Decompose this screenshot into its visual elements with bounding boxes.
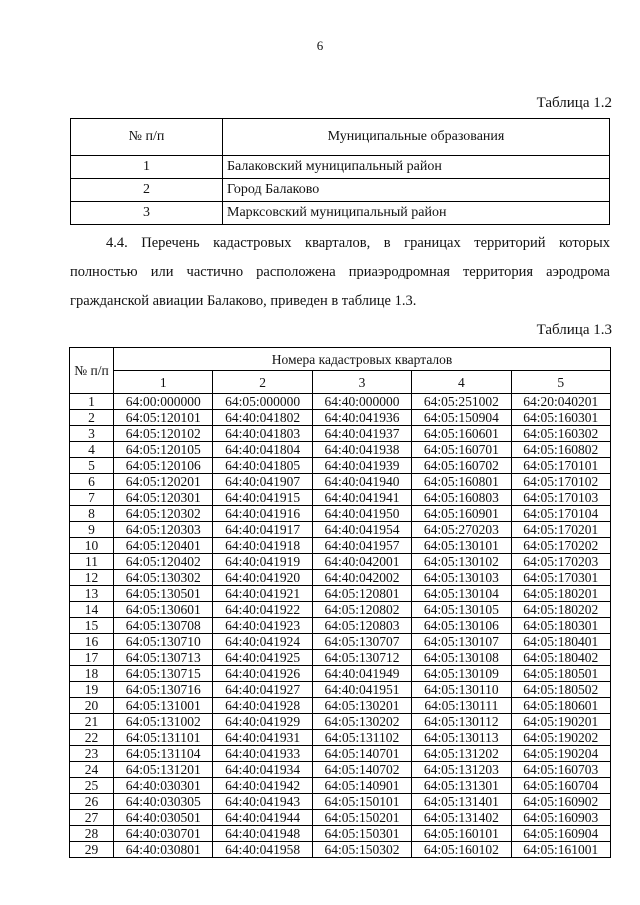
table-row: [70, 458, 611, 474]
cadastral-quarter-cell: 64:05:160901: [412, 506, 511, 522]
table-row: [70, 522, 611, 538]
cadastral-quarter-cell: 64:05:170102: [511, 474, 610, 490]
table-row: [70, 586, 611, 602]
table-row: [70, 602, 611, 618]
cadastral-quarter-cell: 64:05:180402: [511, 650, 610, 666]
cadastral-quarter-cell: 64:05:180501: [511, 666, 610, 682]
cadastral-quarter-cell: 64:05:000000: [213, 394, 312, 410]
cadastral-quarter-cell: 64:05:120106: [114, 458, 213, 474]
row-number: 22: [70, 730, 114, 746]
cadastral-quarter-cell: 64:40:041941: [312, 490, 411, 506]
cadastral-quarter-cell: 64:05:131002: [114, 714, 213, 730]
cadastral-quarter-cell: 64:05:120105: [114, 442, 213, 458]
cadastral-quarter-cell: 64:05:130302: [114, 570, 213, 586]
cadastral-quarter-cell: 64:05:170101: [511, 458, 610, 474]
cadastral-quarter-cell: 64:05:130111: [412, 698, 511, 714]
row-number: 28: [70, 826, 114, 842]
paragraph-text: 4.4. Перечень кадастровых кварталов, в границах территорий которых полностью или частично расположена приаэродромная территория аэродрома гражданской авиации Балаково, приведен в таблице 1.3.: [70, 235, 610, 309]
page-number: 6: [316, 38, 324, 53]
cadastral-quarter-cell: 64:40:041933: [213, 746, 312, 762]
header-number: № п/п: [70, 348, 114, 394]
row-number: 9: [70, 522, 114, 538]
table-row: [70, 570, 611, 586]
table-row: [70, 634, 611, 650]
table-row: [70, 682, 611, 698]
cadastral-quarter-cell: 64:05:190204: [511, 746, 610, 762]
cadastral-quarter-cell: 64:40:041929: [213, 714, 312, 730]
row-number: 13: [70, 586, 114, 602]
row-number: 19: [70, 682, 114, 698]
row-number: 3: [71, 202, 223, 225]
cadastral-quarter-cell: 64:05:160904: [511, 826, 610, 842]
header-municipal: Муниципальные образования: [223, 119, 610, 156]
cadastral-quarter-cell: 64:05:130106: [412, 618, 511, 634]
cadastral-quarter-cell: 64:05:130104: [412, 586, 511, 602]
row-number: 2: [71, 179, 223, 202]
header-cadastral-title: Номера кадастровых кварталов: [114, 348, 611, 371]
cadastral-quarter-cell: 64:40:041915: [213, 490, 312, 506]
row-number: 16: [70, 634, 114, 650]
cadastral-quarter-cell: 64:40:041936: [312, 410, 411, 426]
row-number: 20: [70, 698, 114, 714]
cadastral-quarter-cell: 64:20:040201: [511, 394, 610, 410]
municipal-name: Марксовский муниципальный район: [223, 202, 610, 225]
cadastral-quarter-cell: 64:05:190202: [511, 730, 610, 746]
cadastral-quarter-cell: 64:05:160702: [412, 458, 511, 474]
cadastral-quarter-cell: 64:40:041805: [213, 458, 312, 474]
cadastral-quarter-cell: 64:05:160701: [412, 442, 511, 458]
table-row: [70, 810, 611, 826]
row-number: 27: [70, 810, 114, 826]
table-row: [70, 794, 611, 810]
cadastral-quarter-cell: 64:05:150201: [312, 810, 411, 826]
cadastral-quarter-cell: 64:05:120802: [312, 602, 411, 618]
cadastral-quarter-cell: 64:05:130710: [114, 634, 213, 650]
cadastral-quarter-cell: 64:05:160903: [511, 810, 610, 826]
cadastral-quarter-cell: 64:05:130101: [412, 538, 511, 554]
cadastral-quarter-cell: 64:05:170203: [511, 554, 610, 570]
cadastral-quarter-cell: 64:40:041923: [213, 618, 312, 634]
cadastral-quarter-cell: 64:05:131301: [412, 778, 511, 794]
table-row: [70, 714, 611, 730]
cadastral-quarter-cell: 64:40:041944: [213, 810, 312, 826]
cadastral-quarter-cell: 64:40:041927: [213, 682, 312, 698]
table-row: [70, 410, 611, 426]
cadastral-quarter-cell: 64:05:150301: [312, 826, 411, 842]
cadastral-quarter-cell: 64:05:150302: [312, 842, 411, 858]
cadastral-quarter-cell: 64:05:131401: [412, 794, 511, 810]
cadastral-quarter-cell: 64:40:030701: [114, 826, 213, 842]
cadastral-quarter-cell: 64:05:130108: [412, 650, 511, 666]
cadastral-quarter-cell: 64:40:041918: [213, 538, 312, 554]
table-row: [70, 442, 611, 458]
cadastral-quarter-cell: 64:05:131104: [114, 746, 213, 762]
cadastral-quarter-cell: 64:05:170201: [511, 522, 610, 538]
table-column-numbers: [70, 371, 611, 394]
cadastral-quarter-cell: 64:05:160802: [511, 442, 610, 458]
cadastral-quarter-cell: 64:05:130109: [412, 666, 511, 682]
table-row: [70, 426, 611, 442]
cadastral-quarter-cell: 64:40:041907: [213, 474, 312, 490]
column-number-header: 1: [114, 371, 213, 394]
table-row: [70, 746, 611, 762]
cadastral-quarter-cell: 64:05:160902: [511, 794, 610, 810]
cadastral-quarter-cell: 64:40:030501: [114, 810, 213, 826]
cadastral-quarter-cell: 64:05:120402: [114, 554, 213, 570]
header-number: № п/п: [71, 119, 223, 156]
cadastral-quarter-cell: 64:05:170103: [511, 490, 610, 506]
table-row: [70, 538, 611, 554]
table-row: [70, 842, 611, 858]
table-row: [70, 394, 611, 410]
cadastral-quarter-cell: 64:05:130716: [114, 682, 213, 698]
cadastral-quarter-cell: 64:05:150101: [312, 794, 411, 810]
row-number: 26: [70, 794, 114, 810]
cadastral-quarter-cell: 64:40:041925: [213, 650, 312, 666]
cadastral-quarter-cell: 64:40:041938: [312, 442, 411, 458]
cadastral-quarter-cell: 64:40:041942: [213, 778, 312, 794]
cadastral-quarter-cell: 64:05:130103: [412, 570, 511, 586]
table-row: [70, 778, 611, 794]
cadastral-quarter-cell: 64:05:131101: [114, 730, 213, 746]
cadastral-quarter-cell: 64:05:180601: [511, 698, 610, 714]
row-number: 18: [70, 666, 114, 682]
cadastral-quarter-cell: 64:05:130102: [412, 554, 511, 570]
cadastral-quarter-cell: 64:05:130105: [412, 602, 511, 618]
cadastral-quarter-cell: 64:40:041922: [213, 602, 312, 618]
cadastral-quarter-cell: 64:40:041916: [213, 506, 312, 522]
row-number: 8: [70, 506, 114, 522]
cadastral-quarter-cell: 64:40:041804: [213, 442, 312, 458]
table-1-3-caption: Таблица 1.3: [536, 322, 612, 338]
table-1-3: [69, 347, 611, 858]
table-row: [70, 666, 611, 682]
cadastral-quarter-cell: 64:00:000000: [114, 394, 213, 410]
cadastral-quarter-cell: 64:40:041951: [312, 682, 411, 698]
cadastral-quarter-cell: 64:05:120101: [114, 410, 213, 426]
row-number: 15: [70, 618, 114, 634]
row-number: 12: [70, 570, 114, 586]
cadastral-quarter-cell: 64:05:130715: [114, 666, 213, 682]
cadastral-quarter-cell: 64:05:270203: [412, 522, 511, 538]
cadastral-quarter-cell: 64:40:042001: [312, 554, 411, 570]
cadastral-quarter-cell: 64:40:041950: [312, 506, 411, 522]
column-number-header: 3: [312, 371, 411, 394]
cadastral-quarter-cell: 64:05:180301: [511, 618, 610, 634]
cadastral-quarter-cell: 64:05:131102: [312, 730, 411, 746]
cadastral-quarter-cell: 64:40:041928: [213, 698, 312, 714]
row-number: 10: [70, 538, 114, 554]
cadastral-quarter-cell: 64:05:131001: [114, 698, 213, 714]
cadastral-quarter-cell: 64:05:130601: [114, 602, 213, 618]
row-number: 24: [70, 762, 114, 778]
cadastral-quarter-cell: 64:05:120201: [114, 474, 213, 490]
cadastral-quarter-cell: 64:05:131203: [412, 762, 511, 778]
table-row: [70, 506, 611, 522]
table-row: [70, 554, 611, 570]
cadastral-quarter-cell: 64:40:041943: [213, 794, 312, 810]
cadastral-quarter-cell: 64:40:041948: [213, 826, 312, 842]
cadastral-quarter-cell: 64:40:041958: [213, 842, 312, 858]
cadastral-quarter-cell: 64:05:140901: [312, 778, 411, 794]
row-number: 5: [70, 458, 114, 474]
cadastral-quarter-cell: 64:40:041919: [213, 554, 312, 570]
row-number: 1: [71, 156, 223, 179]
cadastral-quarter-cell: 64:05:140702: [312, 762, 411, 778]
cadastral-quarter-cell: 64:05:130201: [312, 698, 411, 714]
cadastral-quarter-cell: 64:40:041937: [312, 426, 411, 442]
cadastral-quarter-cell: 64:05:120301: [114, 490, 213, 506]
cadastral-quarter-cell: 64:05:150904: [412, 410, 511, 426]
cadastral-quarter-cell: 64:05:120302: [114, 506, 213, 522]
cadastral-quarter-cell: 64:05:130713: [114, 650, 213, 666]
cadastral-quarter-cell: 64:05:160601: [412, 426, 511, 442]
cadastral-quarter-cell: 64:40:000000: [312, 394, 411, 410]
cadastral-quarter-cell: 64:05:131402: [412, 810, 511, 826]
table-row: [71, 202, 610, 225]
cadastral-quarter-cell: 64:40:041917: [213, 522, 312, 538]
cadastral-quarter-cell: 64:05:190201: [511, 714, 610, 730]
table-1-2-caption: Таблица 1.2: [536, 95, 612, 111]
cadastral-quarter-cell: 64:05:160302: [511, 426, 610, 442]
cadastral-quarter-cell: 64:05:130708: [114, 618, 213, 634]
table-header-row: [70, 348, 611, 371]
cadastral-quarter-cell: 64:05:170301: [511, 570, 610, 586]
cadastral-quarter-cell: 64:05:160301: [511, 410, 610, 426]
cadastral-quarter-cell: 64:05:130202: [312, 714, 411, 730]
municipal-name: Балаковский муниципальный район: [223, 156, 610, 179]
cadastral-quarter-cell: 64:05:170202: [511, 538, 610, 554]
row-number: 7: [70, 490, 114, 506]
cadastral-quarter-cell: 64:05:160704: [511, 778, 610, 794]
row-number: 2: [70, 410, 114, 426]
column-number-header: 4: [412, 371, 511, 394]
cadastral-quarter-cell: 64:05:180401: [511, 634, 610, 650]
table-row: [71, 156, 610, 179]
cadastral-quarter-cell: 64:05:130112: [412, 714, 511, 730]
cadastral-quarter-cell: 64:40:041934: [213, 762, 312, 778]
table-header-row: [71, 119, 610, 156]
cadastral-quarter-cell: 64:05:120102: [114, 426, 213, 442]
cadastral-quarter-cell: 64:05:120803: [312, 618, 411, 634]
cadastral-quarter-cell: 64:40:041921: [213, 586, 312, 602]
table-row: [71, 179, 610, 202]
cadastral-quarter-cell: 64:05:161001: [511, 842, 610, 858]
row-number: 23: [70, 746, 114, 762]
row-number: 21: [70, 714, 114, 730]
cadastral-quarter-cell: 64:40:041931: [213, 730, 312, 746]
cadastral-quarter-cell: 64:05:170104: [511, 506, 610, 522]
row-number: 11: [70, 554, 114, 570]
cadastral-quarter-cell: 64:40:041949: [312, 666, 411, 682]
cadastral-quarter-cell: 64:05:180201: [511, 586, 610, 602]
cadastral-quarter-cell: 64:40:041926: [213, 666, 312, 682]
column-number-header: 2: [213, 371, 312, 394]
cadastral-quarter-cell: 64:05:160801: [412, 474, 511, 490]
cadastral-quarter-cell: 64:05:160101: [412, 826, 511, 842]
cadastral-quarter-cell: 64:05:130712: [312, 650, 411, 666]
row-number: 4: [70, 442, 114, 458]
cadastral-quarter-cell: 64:40:041803: [213, 426, 312, 442]
row-number: 1: [70, 394, 114, 410]
table-row: [70, 762, 611, 778]
table-row: [70, 618, 611, 634]
row-number: 14: [70, 602, 114, 618]
table-row: [70, 698, 611, 714]
table-1-2: [70, 118, 610, 225]
table-row: [70, 490, 611, 506]
table-row: [70, 826, 611, 842]
cadastral-quarter-cell: 64:05:160803: [412, 490, 511, 506]
cadastral-quarter-cell: 64:05:160102: [412, 842, 511, 858]
row-number: 17: [70, 650, 114, 666]
cadastral-quarter-cell: 64:05:130707: [312, 634, 411, 650]
row-number: 29: [70, 842, 114, 858]
cadastral-quarter-cell: 64:40:030305: [114, 794, 213, 810]
row-number: 3: [70, 426, 114, 442]
row-number: 6: [70, 474, 114, 490]
column-number-header: 5: [511, 371, 610, 394]
cadastral-quarter-cell: 64:05:251002: [412, 394, 511, 410]
cadastral-quarter-cell: 64:05:131202: [412, 746, 511, 762]
cadastral-quarter-cell: 64:40:041954: [312, 522, 411, 538]
cadastral-quarter-cell: 64:40:041802: [213, 410, 312, 426]
paragraph-4-4: [70, 229, 610, 316]
table-row: [70, 730, 611, 746]
cadastral-quarter-cell: 64:05:120801: [312, 586, 411, 602]
cadastral-quarter-cell: 64:05:130501: [114, 586, 213, 602]
cadastral-quarter-cell: 64:05:131201: [114, 762, 213, 778]
table-row: [70, 474, 611, 490]
cadastral-quarter-cell: 64:05:130110: [412, 682, 511, 698]
cadastral-quarter-cell: 64:05:130113: [412, 730, 511, 746]
cadastral-quarter-cell: 64:40:041924: [213, 634, 312, 650]
cadastral-quarter-cell: 64:40:030801: [114, 842, 213, 858]
cadastral-quarter-cell: 64:05:160703: [511, 762, 610, 778]
cadastral-quarter-cell: 64:05:120401: [114, 538, 213, 554]
table-row: [70, 650, 611, 666]
cadastral-quarter-cell: 64:40:042002: [312, 570, 411, 586]
cadastral-quarter-cell: 64:05:180202: [511, 602, 610, 618]
cadastral-quarter-cell: 64:40:041920: [213, 570, 312, 586]
cadastral-quarter-cell: 64:05:140701: [312, 746, 411, 762]
cadastral-quarter-cell: 64:05:180502: [511, 682, 610, 698]
cadastral-quarter-cell: 64:05:120303: [114, 522, 213, 538]
cadastral-quarter-cell: 64:05:130107: [412, 634, 511, 650]
cadastral-quarter-cell: 64:40:030301: [114, 778, 213, 794]
municipal-name: Город Балаково: [223, 179, 610, 202]
row-number: 25: [70, 778, 114, 794]
cadastral-quarter-cell: 64:40:041939: [312, 458, 411, 474]
cadastral-quarter-cell: 64:40:041940: [312, 474, 411, 490]
cadastral-quarter-cell: 64:40:041957: [312, 538, 411, 554]
